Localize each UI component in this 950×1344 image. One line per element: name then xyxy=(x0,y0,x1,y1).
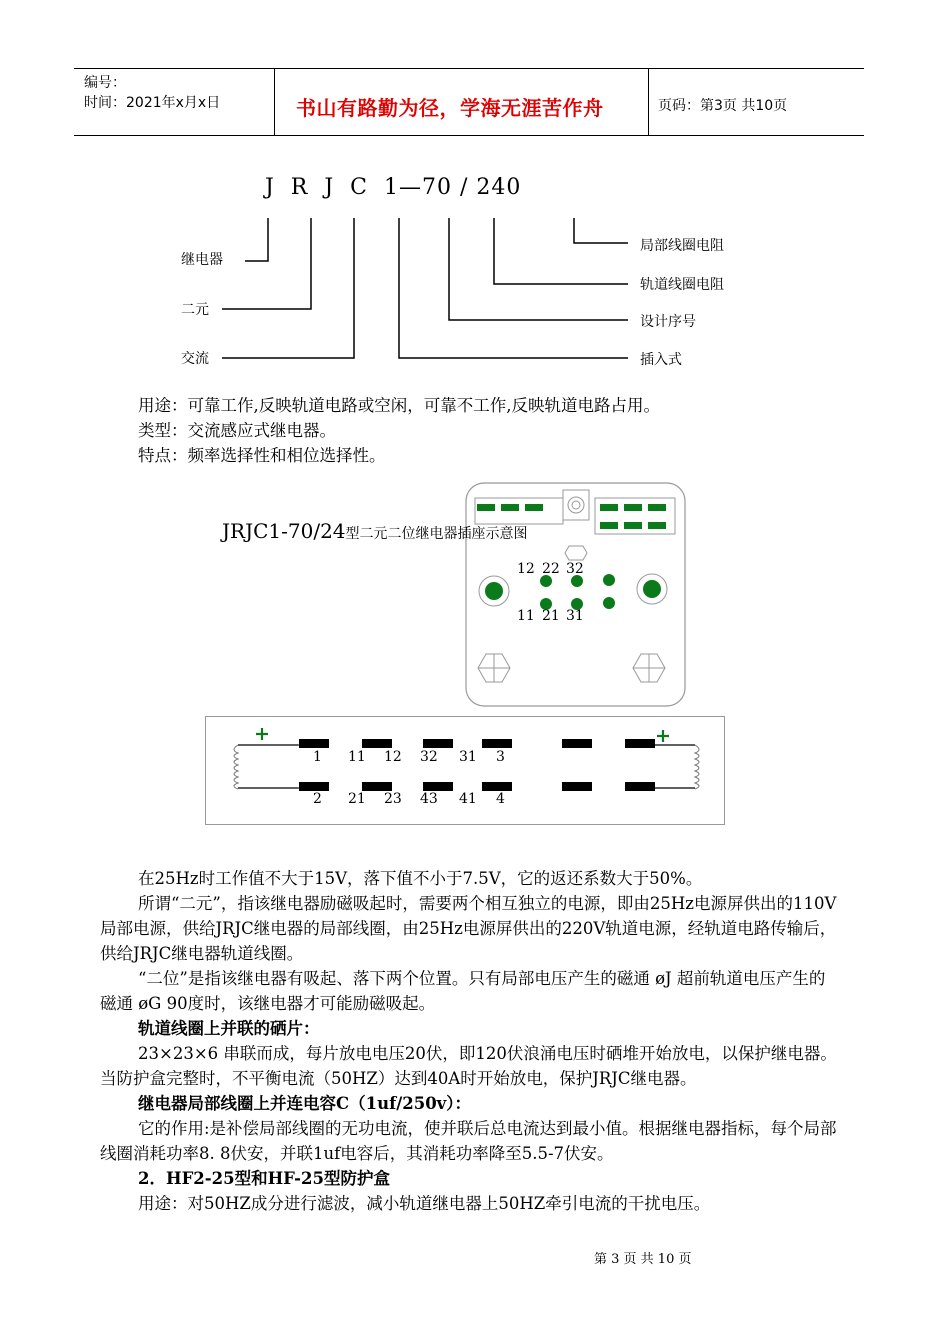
intro-feature: 特点：频率选择性和相位选择性。 xyxy=(138,446,386,465)
wiring-terminal-label: 2 xyxy=(313,791,322,807)
wiring-contact xyxy=(423,782,453,791)
label-design-no: 设计序号 xyxy=(640,314,696,330)
socket-caption xyxy=(222,519,528,543)
doc-time-label: 时间：2021年x月x日 xyxy=(84,95,221,111)
heading-protection-box: 2．HF2-25型和HF-25型防护盒 xyxy=(138,1169,390,1188)
body-p6: 用途：对50HZ成分进行滤波，减小轨道继电器上50HZ牵引电流的干扰电压。 xyxy=(138,1194,711,1213)
socket-pin-label: 31 xyxy=(566,608,584,624)
wiring-contact xyxy=(625,782,655,791)
socket-caption-text: 型二元二位继电器插座示意图 xyxy=(345,526,528,542)
socket-pin-label: 12 xyxy=(517,561,535,577)
socket-pin xyxy=(603,574,615,586)
wiring-contact xyxy=(562,782,592,791)
wiring-contact xyxy=(362,739,392,748)
body-p4: 23×23×6 串联而成，每片放电电压20伏，即120伏浪涌电压时硒堆开始放电，以保护继电器。当防护盒完整时，不平衡电流（50HZ）达到40A时开始放电，保护JRJC继电器。 xyxy=(100,1044,837,1088)
wiring-terminal-label: 12 xyxy=(384,749,402,765)
socket-pin-label: 32 xyxy=(566,561,584,577)
socket-contact-block xyxy=(624,522,642,529)
socket-caption-model: JRJC1-70/24 xyxy=(222,519,346,543)
socket-boss-right xyxy=(643,580,661,598)
model-code: J R J C 1—70 / 240 xyxy=(265,175,522,200)
page-footer: 第 3 页 共 10 页 xyxy=(594,1252,692,1267)
label-relay: 继电器 xyxy=(181,252,223,268)
socket-contact-block xyxy=(624,504,642,511)
wiring-contact xyxy=(299,782,329,791)
socket-pin-label: 11 xyxy=(517,608,535,624)
socket-contact-block xyxy=(600,522,618,529)
wiring-contact xyxy=(482,782,512,791)
socket-pins-layer xyxy=(465,482,687,708)
label-plug-in: 插入式 xyxy=(640,352,682,368)
wiring-terminal-label: 3 xyxy=(496,749,505,765)
wiring-terminal-label: 1 xyxy=(313,749,322,765)
wiring-contact xyxy=(625,739,655,748)
wiring-frame xyxy=(206,717,725,825)
wiring-terminal-label: 31 xyxy=(459,749,477,765)
wiring-terminal-label: 32 xyxy=(420,749,438,765)
label-track-coil: 轨道线圈电阻 xyxy=(640,277,724,293)
wiring-svg xyxy=(205,716,725,825)
socket-pin xyxy=(603,597,615,609)
header-motto: 书山有路勤为径，学海无涯苦作舟 xyxy=(296,96,604,120)
wiring-terminal-label: 41 xyxy=(459,791,477,807)
header-page-label: 页码：第3页 共10页 xyxy=(658,98,788,114)
intro-section xyxy=(100,393,840,468)
socket-contact-block xyxy=(477,504,495,511)
body-p5: 它的作用:是补偿局部线圈的无功电流，使并联后总电流达到最小值。根据继电器指标，每个局部线圈消耗功率8. 8伏安，并联1uf电容后，其消耗功率降至5.5-7伏安。 xyxy=(100,1119,837,1163)
body-p2: 所谓“二元”，指该继电器励磁吸起时，需要两个相互独立的电源，即由25Hz电源屏供出的110V局部电源，供给JRJC继电器的局部线圈，由25Hz电源屏供出的220V轨道电源，经轨道电路传输后，供给JRJC继电器轨道线圈。 xyxy=(100,894,837,963)
wiring-terminal-label: 11 xyxy=(348,749,366,765)
socket-boss-left xyxy=(485,582,503,600)
socket-pin-label: 21 xyxy=(542,608,560,624)
body-section xyxy=(100,866,840,1216)
wiring-contact xyxy=(482,739,512,748)
wiring-contact xyxy=(562,739,592,748)
label-local-coil: 局部线圈电阻 xyxy=(640,238,724,254)
intro-type: 类型：交流感应式继电器。 xyxy=(138,421,336,440)
body-p1: 在25Hz时工作值不大于15V，落下值不小于7.5V，它的返还系数大于50%。 xyxy=(138,869,703,888)
socket-contact-block xyxy=(525,504,543,511)
wiring-terminal-label: 4 xyxy=(496,791,505,807)
wiring-terminal-label: 21 xyxy=(348,791,366,807)
socket-contact-block xyxy=(501,504,519,511)
body-p3: “二位”是指该继电器有吸起、落下两个位置。只有局部电压产生的磁通 øJ 超前轨道电压产生的磁通 øG 90度时，该继电器才可能励磁吸起。 xyxy=(100,969,826,1013)
wiring-contact xyxy=(423,739,453,748)
wiring-contact xyxy=(299,739,329,748)
wiring-terminal-label: 43 xyxy=(420,791,438,807)
model-code-leader-lines xyxy=(0,0,950,380)
socket-contact-block xyxy=(600,504,618,511)
wiring-terminal-label: 23 xyxy=(384,791,402,807)
heading-selenium: 轨道线圈上并联的硒片： xyxy=(138,1019,320,1038)
wiring-contact xyxy=(362,782,392,791)
intro-use: 用途：可靠工作,反映轨道电路或空闲，可靠不工作,反映轨道电路占用。 xyxy=(138,396,660,415)
socket-pin-label: 22 xyxy=(542,561,560,577)
socket-contact-block xyxy=(648,504,666,511)
socket-contact-block xyxy=(648,522,666,529)
heading-capacitor: 继电器局部线圈上并连电容C（1uf/250v）： xyxy=(138,1094,472,1113)
label-ac: 交流 xyxy=(181,351,209,367)
label-two-element: 二元 xyxy=(181,302,209,318)
doc-number-label: 编号： xyxy=(84,75,126,91)
